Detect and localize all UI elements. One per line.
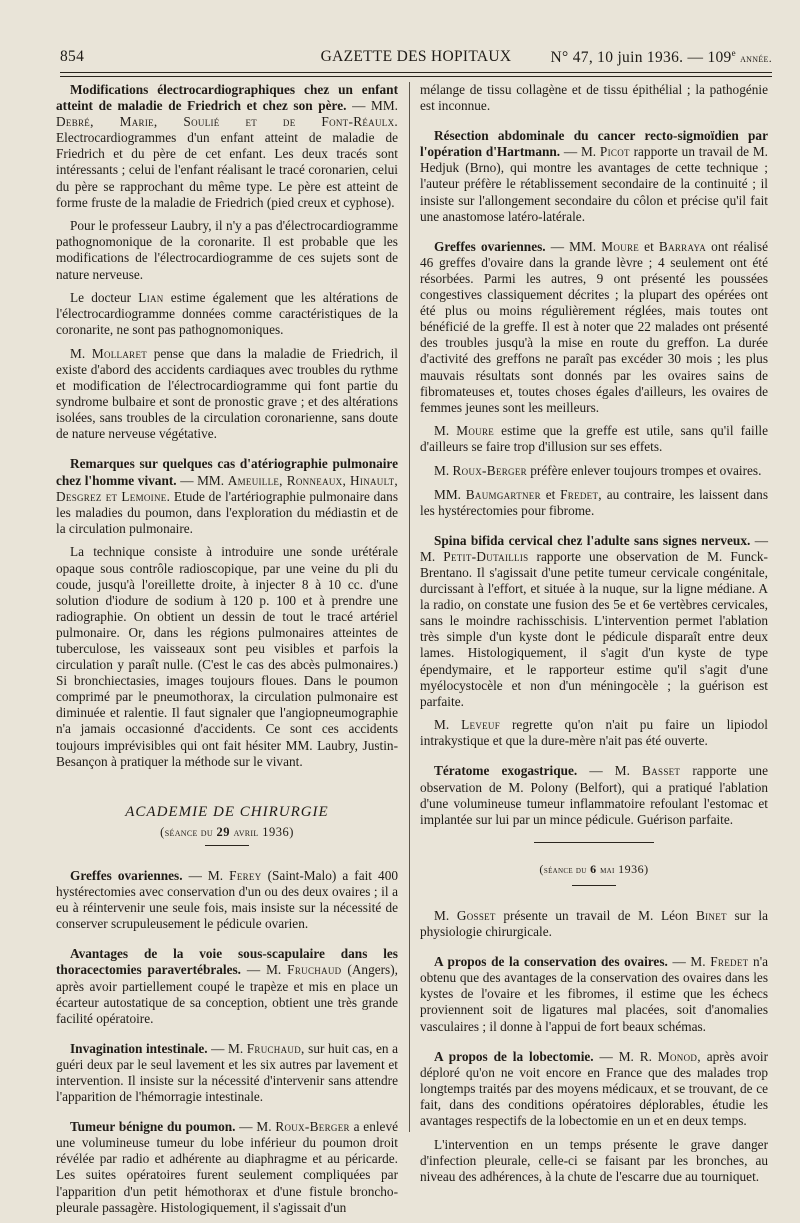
author-name: Leveuf bbox=[461, 717, 501, 733]
right-column bbox=[420, 82, 768, 1192]
article-body: ont réalisé 46 greffes d'ovaire dans la grande lèvre ; 4 seulement ont été résorbées. Parmi les autres, 9 ont présenté les poussées congestives classiquement décrites ; la plupart des opérées ont été plus ou moins régulièrement réglées, mais toutes ont bénéficié de la greffe. Il est à noter que 22 malades ont présenté des troubles jusqu'à la mise en route du greffon. La durée d'activité des greffons ne paraît pas excéder 30 mois ; les plus mauvais résultats sont donnés par les ovaires sains de fibromateuses et, toutes choses égales d'ailleurs, les ovaires de femmes jeunes sont les meilleurs. bbox=[420, 238, 768, 415]
session-date bbox=[56, 824, 398, 841]
session-label: séance du bbox=[543, 864, 587, 876]
divider bbox=[572, 885, 616, 886]
authors: Picot bbox=[599, 144, 630, 160]
author-name: Fredet, bbox=[560, 486, 602, 502]
authors: Ameuille, Ronneaux, Hinault, Desgrez et Lemoine. bbox=[56, 472, 398, 504]
paragraph: L'intervention en un temps présente le grave danger d'infection pleurale, celle-ci se faisant par les bronches, au niveau des adhérences, à la chute de l'escarre due au tourniquet. bbox=[420, 1136, 768, 1184]
left-column bbox=[56, 82, 398, 1223]
header-rule bbox=[60, 72, 772, 77]
article-title: Remarques sur quelques cas d'atériographie pulmonaire chez l'homme vivant. bbox=[56, 456, 398, 488]
article-title: Modifications électrocardiographiques chez un enfant atteint de maladie de Friedrich et chez son père. bbox=[56, 82, 398, 114]
author-name: Mollaret bbox=[91, 345, 148, 361]
paragraph: Pour le professeur Laubry, il n'y a pas d'électrocardiogramme pathognomonique de la coronarite. Il est probable que les modifications de l'électrocardiogramme de ces sujets sont de nature nerveuse. bbox=[56, 218, 398, 282]
text: Le docteur bbox=[70, 290, 139, 306]
authors: Fredet bbox=[710, 954, 749, 970]
paragraph bbox=[420, 463, 768, 479]
issue-tail: année. bbox=[740, 51, 772, 66]
authors: Basset bbox=[642, 763, 681, 779]
issue-sup: e bbox=[731, 48, 736, 58]
authors: Fruchaud, bbox=[246, 1040, 305, 1056]
article-body: (Saint-Malo) a fait 400 hystérectomies avec conservation d'un ou des deux ovaires ; il a eu à réintervenir une seule fois, mais insiste sur la nécessité de conserver scrupuleusement le pédicule ovarien. bbox=[56, 867, 399, 932]
authors-prefix: — MM. bbox=[346, 98, 398, 114]
session-month: mai bbox=[600, 864, 615, 876]
text: estime également que les altérations de l'électrocardiogramme données comme caractéristiques de la coronarite, ne sont pas pathognomoniques. bbox=[56, 290, 398, 338]
paragraph bbox=[56, 346, 398, 443]
article-title: Invagination intestinale. bbox=[70, 1040, 208, 1056]
article-body: sur huit cas, en a guéri deux par le seul lavement et les six autres par lavement et intervention. Il insiste sur la nécessité d'intervenir sans attendre l'apparition de l'hémorragie intestinale. bbox=[56, 1040, 399, 1105]
article-title: Greffes ovariennes. bbox=[434, 238, 546, 254]
article-title: Résection abdominale du cancer recto-sigmoïdien par l'opération d'Hartmann. bbox=[420, 128, 768, 160]
authors-prefix: — M. bbox=[667, 954, 711, 970]
author-name: Roux-Berger bbox=[452, 462, 527, 478]
article-paragraph bbox=[56, 868, 398, 932]
author-name: Binet bbox=[695, 907, 727, 923]
text: M. bbox=[434, 423, 457, 439]
issue-text: N° 47, 10 juin 1936. — 109 bbox=[550, 49, 732, 67]
authors: Ferey bbox=[229, 867, 262, 883]
authors-prefix: — M. R. bbox=[593, 1048, 658, 1064]
article-body: rapporte une observation de M. Funck-Brentano. Il s'agissait d'une petite tumeur cervicale congénitale, durcissant à l'effort, et située à la nuque, sur la ligne médiane. A la radio, on constate une fusion des 5e et 6e vertèbres cervicales, sans le moindre rachisschisis. L'intervention permet l'ablation très simple d'un kyste dont le pédicule disparaît entre deux lames. Histologiquement, il s'agit d'un kyste de type épendymaire, et le rapporteur estime qu'il s'agit d'une myélocystocèle et non d'un méningocèle ; la guérison est parfaite. bbox=[420, 548, 768, 709]
article-title: Greffes ovariennes. bbox=[70, 867, 183, 883]
paragraph bbox=[420, 717, 768, 749]
authors-prefix: — M. bbox=[207, 1040, 247, 1056]
authors: Petit-Dutaillis bbox=[443, 548, 529, 564]
article-title: Spina bifida cervical chez l'adulte sans signes nerveux. bbox=[434, 532, 751, 548]
paragraph: La technique consiste à introduire une sonde urétérale opaque sous contrôle radioscopique, par une veine du pli du coude, jusqu'à l'oreillette droite, à injecter 8 à 10 cc. d'une solution d'iodure de sodium à 120 p. 100 et à prendre une radiographie. On obtient un dessin de tout le tracé artériel pulmonaire. Or, dans les régions pulmonaires atteintes de tuberculose, les vaisseaux sont peu visibles et parfois la circulation y paraît nulle. (C'est le cas des abcès pulmonaires.) Si bronchiectasies, images toujours floues. Dans le poumon comprimé par le pneumothorax, la circulation pulmonaire est diminuée et ralentie. Il faut signaler que l'angiopneumographie n'a jamais occasionné d'accidents. Ce sont ces accidents toujours imprévisibles qui ont fait hésiter MM. Laubry, Justin-Besançon à pratiquer la méthode sur le vivant. bbox=[56, 544, 398, 769]
page-header bbox=[60, 48, 772, 70]
article-paragraph bbox=[420, 954, 768, 1034]
article-body: Etude de l'artériographie pulmonaire dans les maladies du poumon, dans l'exploration du médiastin et de la circulation pulmonaire. bbox=[56, 488, 398, 536]
article-paragraph bbox=[56, 1119, 398, 1216]
text: ( bbox=[539, 861, 544, 876]
journal-title: GAZETTE DES HOPITAUX bbox=[320, 48, 512, 65]
text: au contraire, les laissent dans les hystérectomies pour fibrome. bbox=[420, 486, 768, 518]
article-title: Tératome exogastrique. bbox=[434, 763, 578, 779]
text: présente un travail de M. Léon bbox=[495, 907, 696, 923]
session-year: 1936) bbox=[614, 861, 649, 876]
authors: Monod, bbox=[657, 1048, 701, 1064]
session-year: 1936) bbox=[258, 824, 294, 839]
article-paragraph bbox=[420, 239, 768, 416]
article-paragraph bbox=[420, 533, 768, 710]
session-date bbox=[420, 861, 768, 879]
text: sur la physiologie chirurgicale. bbox=[420, 907, 768, 940]
authors-prefix: — MM. bbox=[176, 472, 228, 488]
session-day: 6 bbox=[586, 861, 601, 876]
authors: Roux-Berger bbox=[275, 1119, 350, 1135]
article-paragraph bbox=[56, 1041, 398, 1105]
article-title: A propos de la lobectomie. bbox=[434, 1048, 594, 1064]
paragraph bbox=[420, 423, 768, 455]
article-body: rapporte un travail de M. Hedjuk (Brno), qui montre les avantages de cette technique ; l'auteur préfère le rétablissement secondaire de la continuité ; il insiste sur l'allongement secondaire du côlon et précise qu'il fait une anastomose latéro-latérale. bbox=[420, 144, 768, 224]
authors-prefix: — M. bbox=[577, 763, 643, 779]
article-paragraph bbox=[420, 1049, 768, 1129]
author-name: Gosset bbox=[456, 907, 496, 923]
article-body: après avoir déploré qu'on ne voit encore en France que des malades trop longtemps traités par des moyens médicaux, et se trouvant, de ce fait, dans des conditions opératoires déplorables, étudie les avantages respectifs de la lobectomie en un et en deux temps. bbox=[420, 1048, 768, 1128]
article-title: Avantages de la voie sous-scapulaire dans les thoracectomies paravertébrales. bbox=[56, 946, 398, 978]
article-body: n'a obtenu que des avantages de la conservation des ovaires dans les kystes de l'ovaire et les fibromes, il estime que les échecs proviennent soit de ligatures mal placées, soit d'anomalies vasculaires ; il donne à l'appui de fort beaux schémas. bbox=[420, 954, 769, 1034]
article-body: rapporte une observation de M. Polony (Belfort), qui a pratiqué l'ablation d'une volumineuse tumeur inflammatoire refoulant l'estomac et implantée sur lui par un mince pédicule. Guérison parfaite. bbox=[420, 763, 768, 827]
authors-prefix: — M. bbox=[240, 962, 288, 978]
article-paragraph bbox=[420, 763, 768, 827]
divider bbox=[205, 845, 249, 846]
article-paragraph bbox=[56, 82, 398, 211]
text: préfère enlever toujours trompes et ovaires. bbox=[526, 462, 762, 478]
authors: Debré, Marie, Soulié et de Font-Réaulx. bbox=[56, 114, 398, 130]
article-body: Electrocardiogrammes d'un enfant atteint de maladie de Friedrich et du père de cet enfant. Les deux tracés sont intéressants ; celui de l'enfant réalisant le tracé coronarien, celui du père se rapprochant du même type. Le père est atteint de forme fruste de la maladie de Friedrich (pied creux et cyphose). bbox=[56, 130, 398, 210]
article-title: A propos de la conservation des ovaires. bbox=[434, 954, 668, 970]
column-divider bbox=[409, 82, 410, 1132]
paragraph bbox=[420, 908, 768, 940]
author-name: Baumgartner bbox=[465, 486, 541, 502]
paragraph: mélange de tissu collagène et de tissu épithélial ; la pathogénie est inconnue. bbox=[420, 82, 768, 114]
text: ( bbox=[160, 824, 165, 839]
article-body: a enlevé une volumineuse tumeur du lobe inférieur du poumon droit révélée par radio et adhérente au diaphragme et au péricarde. Les suites opératoires furent seulement compliquées par l'apparition d'un petit hémothorax et d'une fistule broncho-pleurale passagère. Histologiquement, il s'agissait d'un bbox=[56, 1119, 398, 1215]
page-number: 854 bbox=[60, 48, 85, 65]
text: regrette qu'on n'ait pu faire un lipiodol intrakystique et que la dure-mère n'ait pas été ouverte. bbox=[420, 717, 768, 749]
text: pense que dans la maladie de Friedrich, il existe d'abord des accidents cardiaques avec troubles du rythme et modification de l'électrocardiogramme qui font partie du syndrome bulbaire et sont de pronostic grave ; et des altérations isolées, sans troubles de la circulation coronarienne, sans doute de nature nerveuse végétative. bbox=[56, 345, 398, 442]
paragraph bbox=[56, 290, 398, 338]
article-paragraph bbox=[420, 128, 768, 225]
article-body: (Angers), après avoir partiellement coupé le trapèze et mis en place un écarteur autostatique de sa conception, obtient une très grande facilité opératoire. bbox=[56, 962, 398, 1026]
session-label: séance du bbox=[164, 826, 213, 839]
session-day: 29 bbox=[212, 824, 234, 839]
authors: Fruchaud bbox=[287, 962, 342, 978]
text: et bbox=[639, 238, 659, 254]
authors-prefix: — MM. bbox=[545, 238, 602, 254]
text: M. bbox=[434, 462, 453, 478]
article-paragraph bbox=[56, 946, 398, 1026]
authors: Barraya bbox=[658, 238, 707, 254]
author-name: Lian bbox=[138, 290, 164, 306]
text: M. bbox=[434, 907, 457, 923]
authors-prefix: — M. bbox=[235, 1119, 276, 1135]
issue-info bbox=[551, 48, 772, 67]
text: M. bbox=[434, 717, 462, 733]
article-paragraph bbox=[56, 456, 398, 536]
divider bbox=[534, 842, 654, 843]
authors-prefix: — M. bbox=[182, 867, 230, 883]
text: estime que la greffe est utile, sans qu'il faille d'ailleurs se faire trop d'illusion sur ses effets. bbox=[420, 423, 768, 455]
author-name: Moure bbox=[456, 423, 495, 439]
authors: Moure bbox=[601, 238, 640, 254]
authors-prefix: — M. bbox=[560, 144, 600, 160]
authors-prefix: — M. bbox=[420, 532, 769, 564]
paragraph bbox=[420, 487, 768, 519]
text: M. bbox=[70, 345, 92, 361]
article-title: Tumeur bénigne du poumon. bbox=[70, 1119, 236, 1135]
text: MM. bbox=[434, 486, 466, 502]
section-heading: ACADEMIE DE CHIRURGIE bbox=[125, 803, 329, 820]
text: et bbox=[540, 486, 561, 502]
session-month: avril bbox=[233, 826, 259, 839]
